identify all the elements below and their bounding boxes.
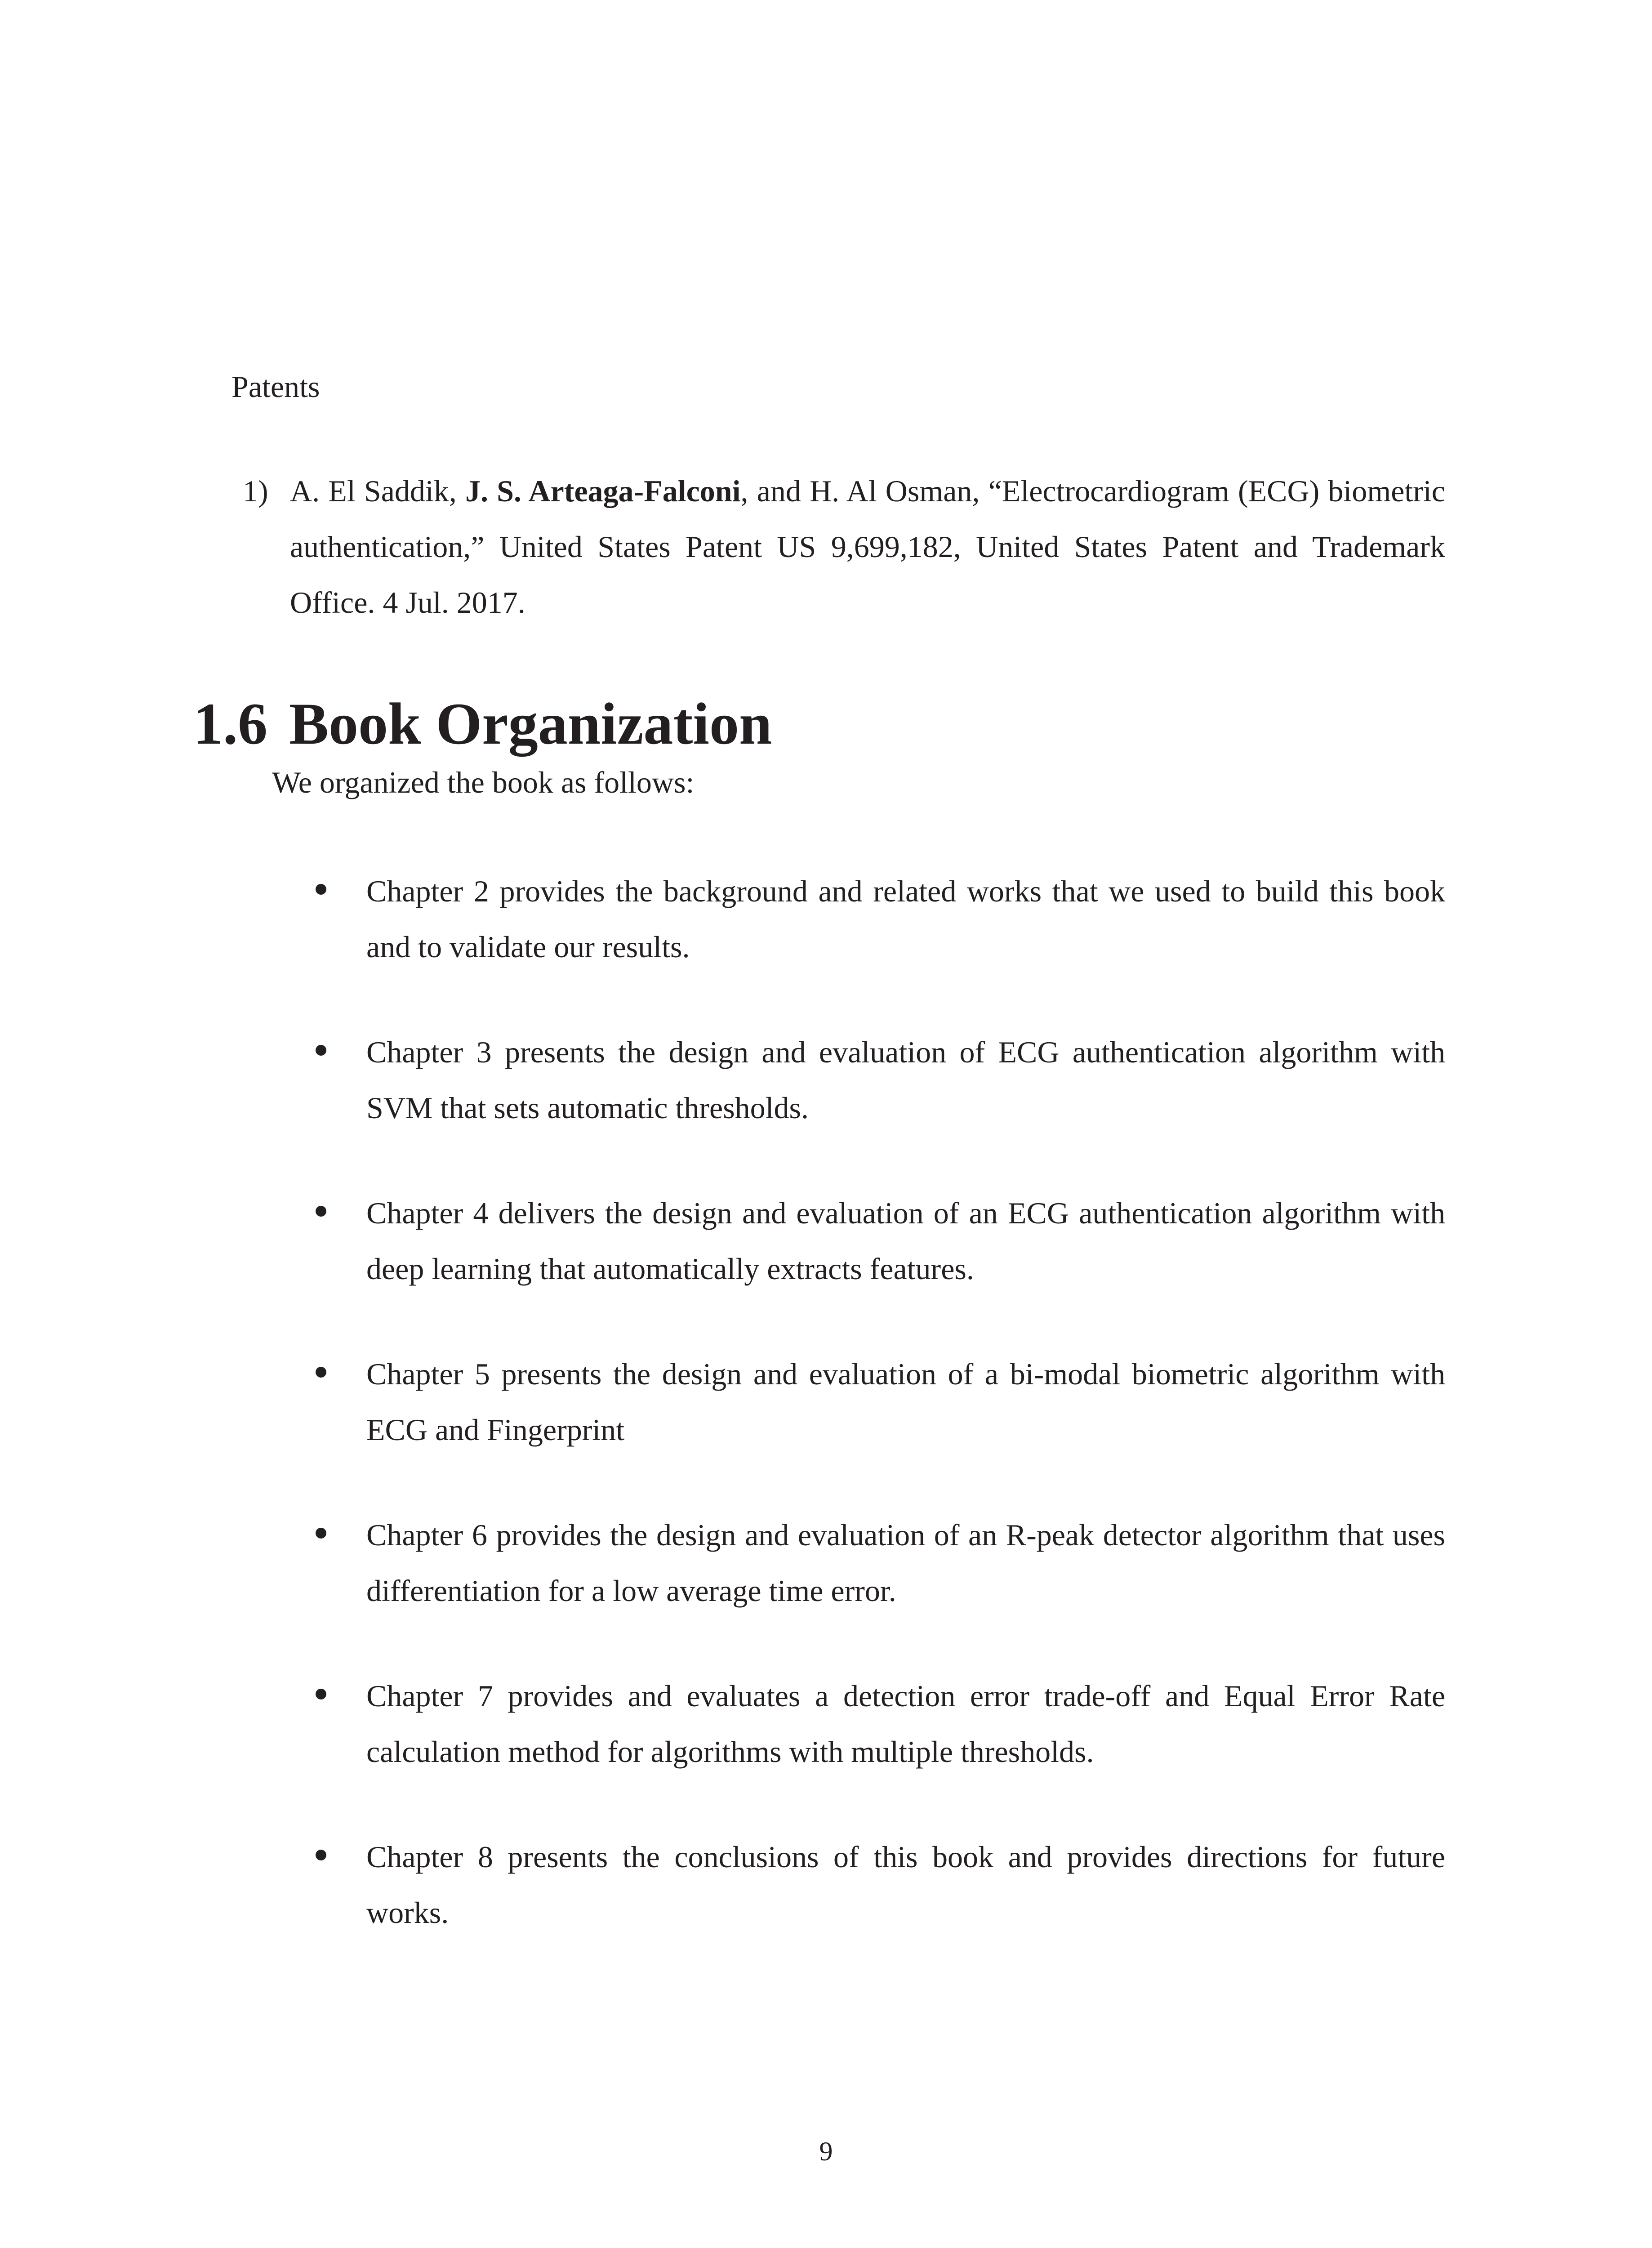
bullet-icon <box>316 1689 326 1699</box>
list-item <box>310 863 1445 975</box>
list-item <box>310 1829 1445 1940</box>
bullet-icon <box>316 1045 326 1056</box>
section-title: Book Organization <box>289 691 772 757</box>
list-item-text: Chapter 2 provides the background and related works that we used to build this book and to validate our results. <box>366 874 1445 964</box>
list-item-text: Chapter 4 delivers the design and evaluation of an ECG authentication algorithm with deep learning that automatically extracts features. <box>366 1196 1445 1286</box>
patents-heading: Patents <box>232 370 320 404</box>
chapter-list <box>310 863 1445 1990</box>
list-item <box>310 1185 1445 1297</box>
page-number: 9 <box>819 2136 833 2166</box>
list-item-text: Chapter 6 provides the design and evaluation of an R-peak detector algorithm that uses differentiation for a low average time error. <box>366 1518 1445 1608</box>
list-item <box>310 1668 1445 1780</box>
patent-item <box>243 463 1445 630</box>
bullet-icon <box>316 1367 326 1378</box>
patent-citation-rest: , and H. Al Osman, “Electrocardiogram (ECG) biometric authentication,” United States Patent US 9,699,182, United States Patent and Trademark Office. 4 Jul. 2017. <box>290 474 1445 620</box>
bullet-icon <box>316 1528 326 1539</box>
list-item-text: Chapter 3 presents the design and evaluation of ECG authentication algorithm with SVM that sets automatic thresholds. <box>366 1035 1445 1125</box>
bullet-icon <box>316 884 326 895</box>
patent-author-highlight: J. S. Arteaga-Falconi <box>465 474 741 508</box>
patent-citation <box>290 463 1445 630</box>
bullet-icon <box>316 1206 326 1217</box>
list-item <box>310 1024 1445 1136</box>
bullet-icon <box>316 1850 326 1860</box>
patent-authors-before: A. El Saddik, <box>290 474 465 508</box>
list-item-text: Chapter 7 provides and evaluates a detection error trade-off and Equal Error Rate calculation method for algorithms with multiple thresholds. <box>366 1679 1445 1769</box>
section-heading <box>193 683 772 764</box>
list-item <box>310 1346 1445 1458</box>
section-number: 1.6 <box>193 691 267 757</box>
list-item <box>310 1507 1445 1619</box>
list-item-text: Chapter 8 presents the conclusions of this book and provides directions for future works. <box>366 1840 1445 1930</box>
patent-number: 1) <box>243 474 268 508</box>
section-intro: We organized the book as follows: <box>272 765 695 799</box>
list-item-text: Chapter 5 presents the design and evaluation of a bi-modal biometric algorithm with ECG and Fingerprint <box>366 1357 1445 1447</box>
